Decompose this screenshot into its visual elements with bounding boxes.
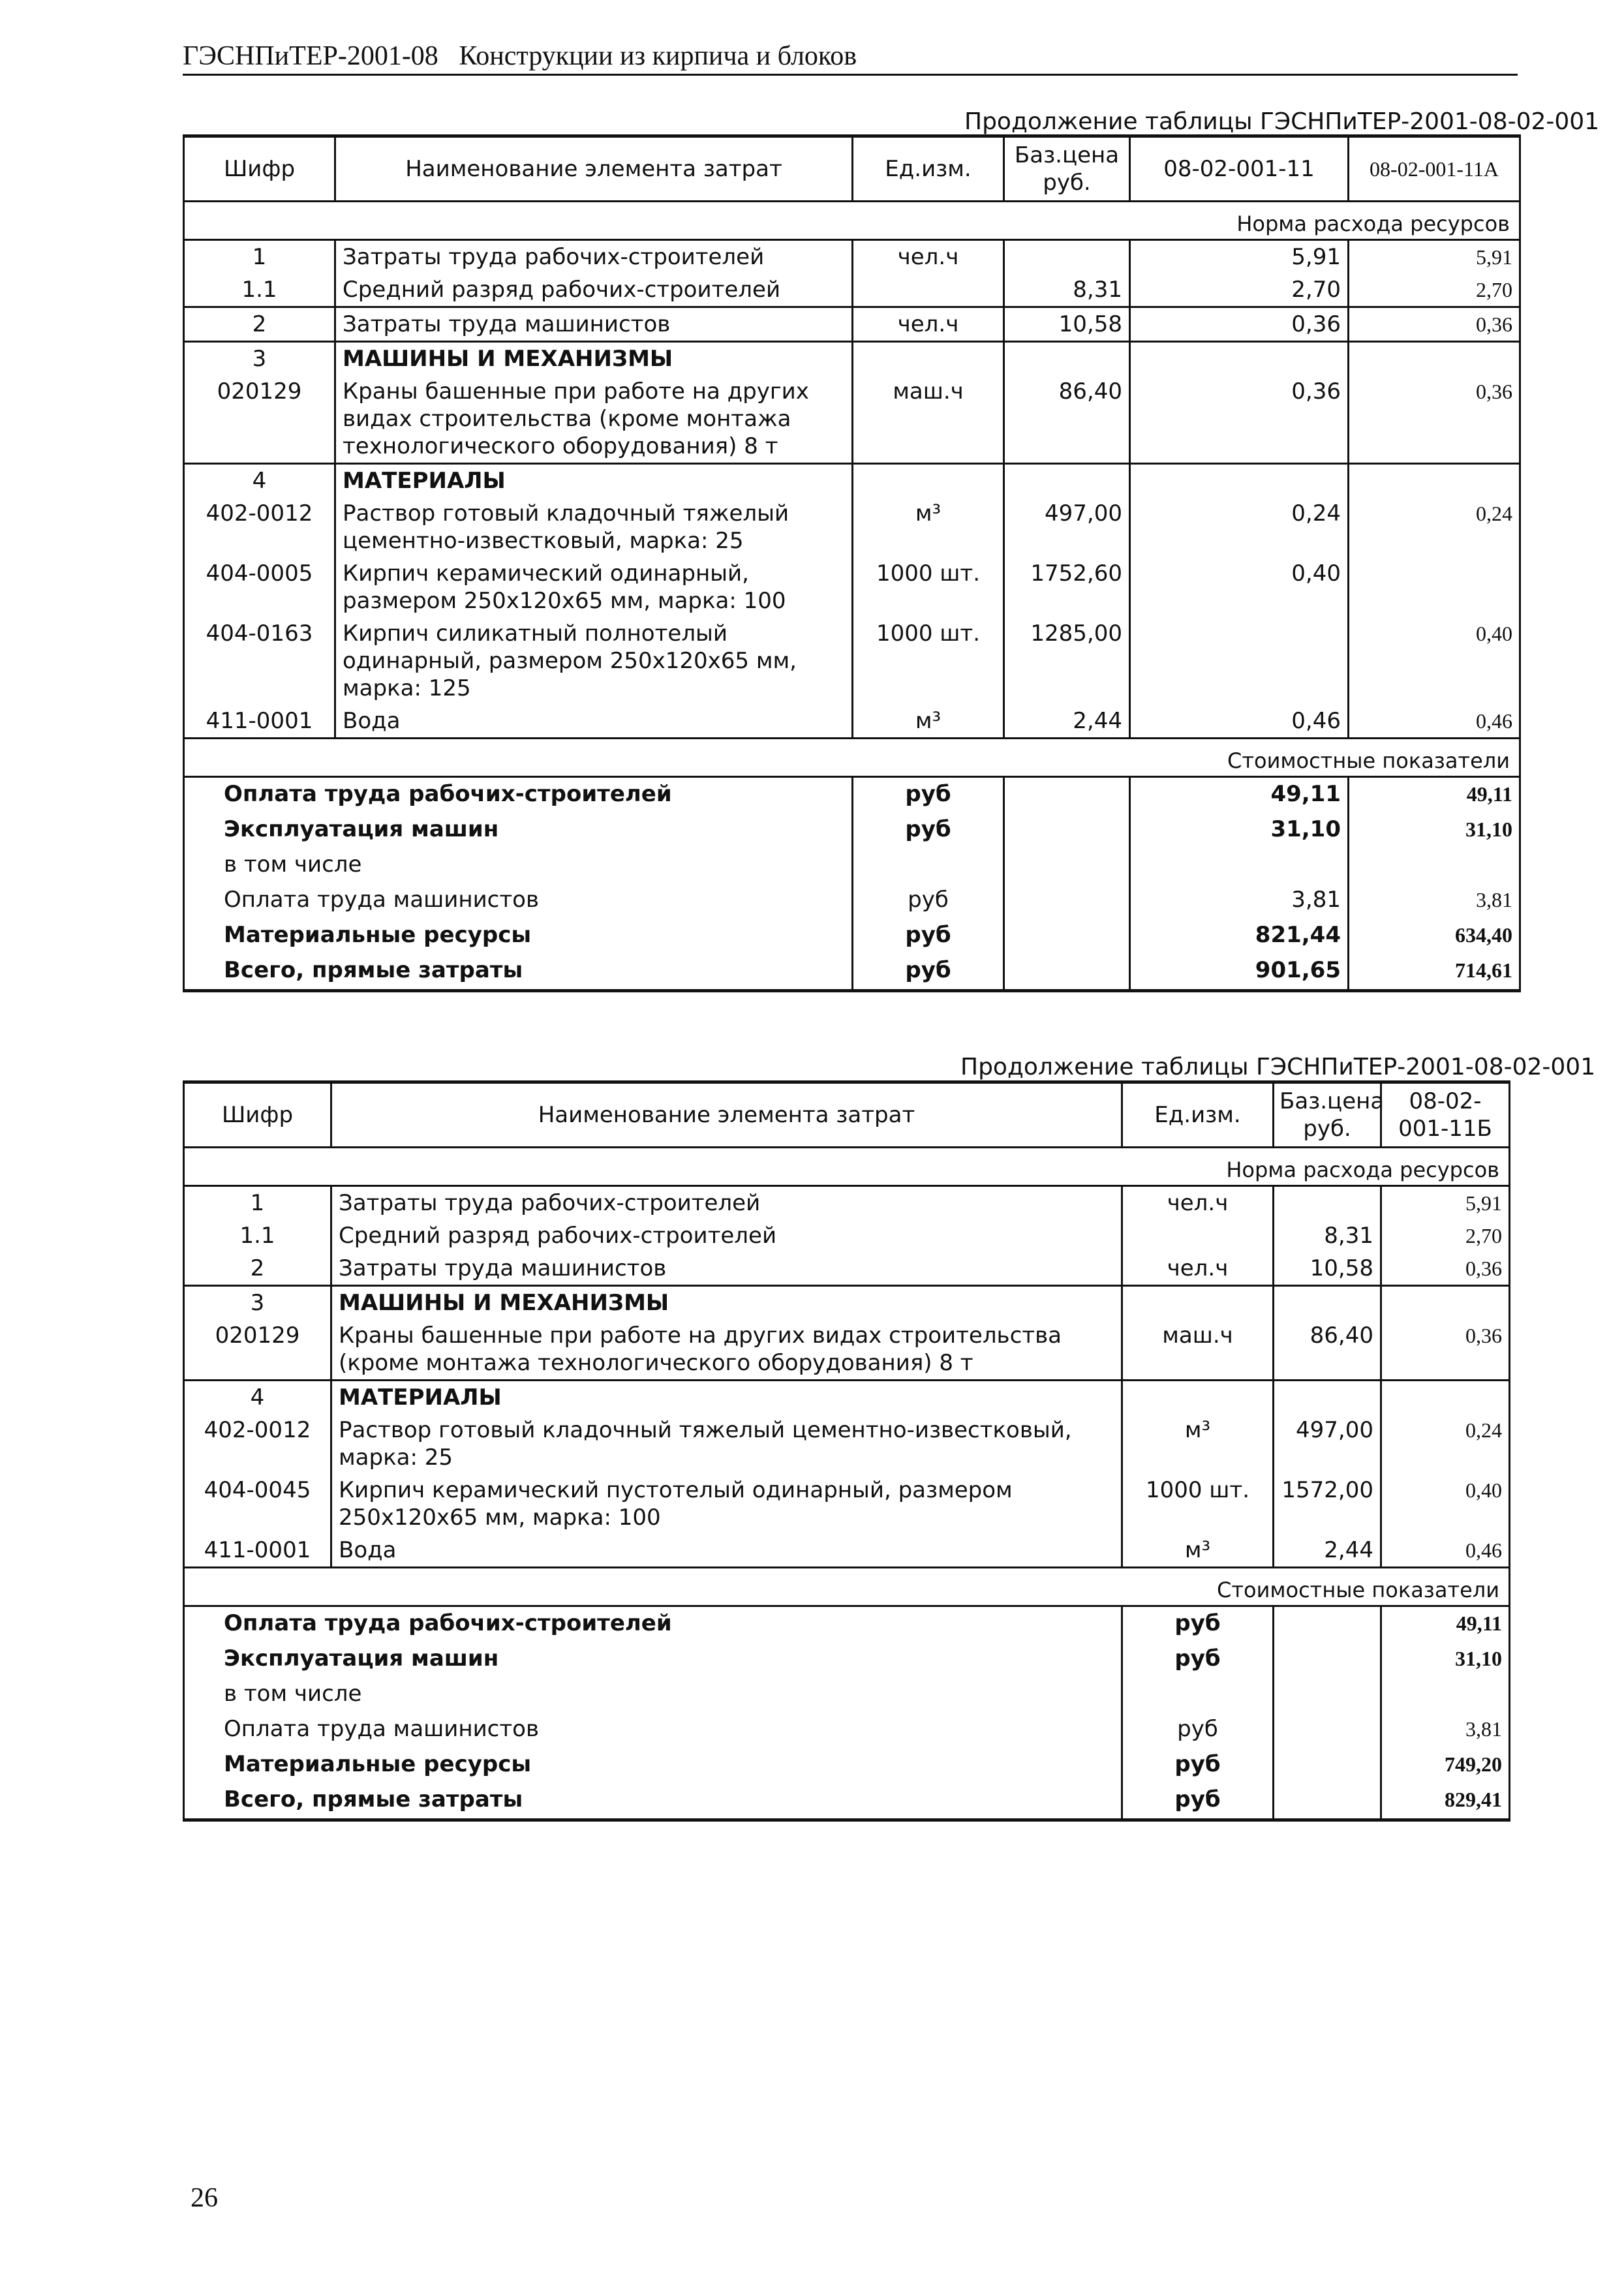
summary-v2: 3,81 xyxy=(1349,883,1520,919)
row-code: 402-0012 xyxy=(184,497,335,557)
row-code: 411-0001 xyxy=(184,705,335,739)
section-title: МАШИНЫ И МЕХАНИЗМЫ xyxy=(331,1286,1122,1320)
table1-norm-banner xyxy=(184,202,1520,240)
summary-label: Всего, прямые затраты xyxy=(184,1783,1122,1820)
col-header-v1: 08-02-001-11 xyxy=(1130,136,1349,202)
summary-row xyxy=(184,954,1520,991)
row-price: 10,58 xyxy=(1274,1252,1381,1286)
row-v2: 0,40 xyxy=(1349,617,1520,705)
summary-row xyxy=(184,919,1520,954)
col-header-unit: Ед.изм. xyxy=(1122,1082,1274,1148)
row-price xyxy=(1274,1186,1381,1220)
row-price: 497,00 xyxy=(1004,497,1130,557)
summary-row xyxy=(184,1748,1510,1783)
col-header-name: Наименование элемента затрат xyxy=(335,136,853,202)
row-name: Затраты труда машинистов xyxy=(331,1252,1122,1286)
table2-norm-banner xyxy=(184,1148,1510,1186)
summary-row xyxy=(184,1642,1510,1677)
summary-v1: 829,41 xyxy=(1381,1783,1510,1820)
banner-cost-label: Стоимостные показатели xyxy=(1227,748,1510,773)
row-v2: 2,70 xyxy=(1349,273,1520,307)
summary-label: Эксплуатация машин xyxy=(184,1642,1122,1677)
row-unit: чел.ч xyxy=(1122,1186,1274,1220)
row-unit: м³ xyxy=(1122,1534,1274,1568)
summary-label: Оплата труда машинистов xyxy=(184,883,853,919)
row-code: 020129 xyxy=(184,375,335,464)
row-unit xyxy=(853,273,1004,307)
row-code: 1.1 xyxy=(184,273,335,307)
row-unit: 1000 шт. xyxy=(1122,1474,1274,1534)
summary-v1: 901,65 xyxy=(1130,954,1349,991)
summary-unit: руб xyxy=(853,954,1004,991)
table-row xyxy=(184,307,1520,342)
table1 xyxy=(183,134,1521,992)
summary-label: Материальные ресурсы xyxy=(184,919,853,954)
row-code: 2 xyxy=(184,1252,331,1286)
table-row xyxy=(184,1252,1510,1286)
row-name: Кирпич керамический пустотелый одинарный, размером 250х120х65 мм, марка: 100 xyxy=(331,1474,1122,1534)
summary-row xyxy=(184,1783,1510,1820)
row-price: 2,44 xyxy=(1004,705,1130,739)
row-unit: м³ xyxy=(853,497,1004,557)
table-row xyxy=(184,557,1520,617)
row-code: 404-0163 xyxy=(184,617,335,705)
row-v2: 0,36 xyxy=(1349,307,1520,342)
summary-label: Эксплуатация машин xyxy=(184,813,853,848)
table2-header-row xyxy=(184,1082,1510,1148)
summary-v1: 49,11 xyxy=(1381,1606,1510,1643)
col-header-code: Шифр xyxy=(184,136,335,202)
section-row xyxy=(184,342,1520,376)
row-price: 10,58 xyxy=(1004,307,1130,342)
row-v1: 5,91 xyxy=(1130,240,1349,274)
summary-v2: 714,61 xyxy=(1349,954,1520,991)
summary-v1: 31,10 xyxy=(1130,813,1349,848)
row-unit: чел.ч xyxy=(1122,1252,1274,1286)
summary-row xyxy=(184,883,1520,919)
col-header-unit: Ед.изм. xyxy=(853,136,1004,202)
table-row xyxy=(184,1414,1510,1474)
summary-label: Материальные ресурсы xyxy=(184,1748,1122,1783)
table-row xyxy=(184,1219,1510,1252)
table1-cost-banner xyxy=(184,739,1520,777)
summary-unit: руб xyxy=(1122,1783,1274,1820)
row-name: Раствор готовый кладочный тяжелый цементно-известковый, марка: 25 xyxy=(331,1414,1122,1474)
table-row xyxy=(184,1319,1510,1381)
summary-unit: руб xyxy=(1122,1642,1274,1677)
summary-v2: 31,10 xyxy=(1349,813,1520,848)
row-v2: 0,46 xyxy=(1349,705,1520,739)
row-name: Затраты труда рабочих-строителей xyxy=(335,240,853,274)
row-code: 2 xyxy=(184,307,335,342)
table2-caption: Продолжение таблицы ГЭСНПиТЕР-2001-08-02-001 xyxy=(960,1054,1596,1080)
row-v1: 0,46 xyxy=(1381,1534,1510,1568)
row-v1: 0,36 xyxy=(1381,1319,1510,1381)
row-price: 2,44 xyxy=(1274,1534,1381,1568)
row-name: Краны башенные при работе на других видах строительства (кроме монтажа технологического оборудования) 8 т xyxy=(335,375,853,464)
table-row xyxy=(184,1534,1510,1568)
summary-v2: 634,40 xyxy=(1349,919,1520,954)
row-code: 3 xyxy=(184,1286,331,1320)
page-header xyxy=(183,40,857,72)
banner-norm-label: Норма расхода ресурсов xyxy=(1226,1157,1499,1182)
header-rule xyxy=(183,74,1518,76)
row-name: Кирпич силикатный полнотелый одинарный, размером 250х120х65 мм, марка: 125 xyxy=(335,617,853,705)
row-name: Вода xyxy=(335,705,853,739)
section-title: МАТЕРИАЛЫ xyxy=(331,1381,1122,1414)
row-v1: 0,36 xyxy=(1130,375,1349,464)
row-v1: 2,70 xyxy=(1381,1219,1510,1252)
row-v1: 0,40 xyxy=(1381,1474,1510,1534)
summary-unit: руб xyxy=(1122,1748,1274,1783)
table-row xyxy=(184,240,1520,274)
row-code: 411-0001 xyxy=(184,1534,331,1568)
summary-label: Оплата труда рабочих-строителей xyxy=(184,777,853,814)
row-name: Кирпич керамический одинарный, размером 250х120х65 мм, марка: 100 xyxy=(335,557,853,617)
table2 xyxy=(183,1080,1510,1822)
table-row xyxy=(184,1474,1510,1534)
row-code: 402-0012 xyxy=(184,1414,331,1474)
summary-unit: руб xyxy=(853,919,1004,954)
row-price: 8,31 xyxy=(1004,273,1130,307)
table1-caption: Продолжение таблицы ГЭСНПиТЕР-2001-08-02-001 xyxy=(964,108,1600,135)
row-price: 86,40 xyxy=(1274,1319,1381,1381)
row-v2 xyxy=(1349,557,1520,617)
row-v1: 5,91 xyxy=(1381,1186,1510,1220)
summary-label: Всего, прямые затраты xyxy=(184,954,853,991)
row-code: 404-0045 xyxy=(184,1474,331,1534)
row-price: 1572,00 xyxy=(1274,1474,1381,1534)
summary-row xyxy=(184,848,1520,883)
col-header-price: Баз.цена руб. xyxy=(1004,136,1130,202)
document-subtitle: Конструкции из кирпича и блоков xyxy=(459,41,857,71)
table-row xyxy=(184,617,1520,705)
row-price: 1285,00 xyxy=(1004,617,1130,705)
summary-v1: 749,20 xyxy=(1381,1748,1510,1783)
row-unit: м³ xyxy=(853,705,1004,739)
summary-v1: 49,11 xyxy=(1130,777,1349,814)
row-unit: чел.ч xyxy=(853,240,1004,274)
summary-v1: 3,81 xyxy=(1381,1713,1510,1748)
summary-unit: руб xyxy=(853,883,1004,919)
row-v1: 0,24 xyxy=(1130,497,1349,557)
row-unit: 1000 шт. xyxy=(853,617,1004,705)
col-header-v2: 08-02-001-11А xyxy=(1349,136,1520,202)
section-title: МАШИНЫ И МЕХАНИЗМЫ xyxy=(335,342,853,376)
banner-norm-label: Норма расхода ресурсов xyxy=(1236,211,1510,236)
summary-v2: 49,11 xyxy=(1349,777,1520,814)
row-name: Средний разряд рабочих-строителей xyxy=(331,1219,1122,1252)
summary-row xyxy=(184,1713,1510,1748)
col-header-name: Наименование элемента затрат xyxy=(331,1082,1122,1148)
section-row xyxy=(184,1286,1510,1320)
row-name: Краны башенные при работе на других видах строительства (кроме монтажа технологического оборудования) 8 т xyxy=(331,1319,1122,1381)
row-price xyxy=(1004,240,1130,274)
row-v1: 0,36 xyxy=(1130,307,1349,342)
col-header-v1: 08-02-001-11Б xyxy=(1381,1082,1510,1148)
row-code: 4 xyxy=(184,464,335,498)
row-code: 1 xyxy=(184,240,335,274)
col-header-code: Шифр xyxy=(184,1082,331,1148)
row-code: 4 xyxy=(184,1381,331,1414)
row-v2: 5,91 xyxy=(1349,240,1520,274)
summary-v1: 3,81 xyxy=(1130,883,1349,919)
banner-cost-label: Стоимостные показатели xyxy=(1217,1578,1499,1602)
row-name: Средний разряд рабочих-строителей xyxy=(335,273,853,307)
summary-unit: руб xyxy=(853,777,1004,814)
summary-row xyxy=(184,1606,1510,1643)
row-name: Вода xyxy=(331,1534,1122,1568)
table-row xyxy=(184,705,1520,739)
col-header-price: Баз.цена руб. xyxy=(1274,1082,1381,1148)
row-name: Затраты труда машинистов xyxy=(335,307,853,342)
row-unit: чел.ч xyxy=(853,307,1004,342)
summary-label: Оплата труда машинистов xyxy=(184,1713,1122,1748)
row-code: 3 xyxy=(184,342,335,376)
section-title: МАТЕРИАЛЫ xyxy=(335,464,853,498)
summary-label: Оплата труда рабочих-строителей xyxy=(184,1606,1122,1643)
row-v1 xyxy=(1130,617,1349,705)
summary-row xyxy=(184,777,1520,814)
summary-unit: руб xyxy=(1122,1606,1274,1643)
row-v1: 2,70 xyxy=(1130,273,1349,307)
section-row xyxy=(184,464,1520,498)
row-unit: маш.ч xyxy=(1122,1319,1274,1381)
table1-header-row xyxy=(184,136,1520,202)
row-unit xyxy=(1122,1219,1274,1252)
row-price: 86,40 xyxy=(1004,375,1130,464)
table-row xyxy=(184,273,1520,307)
row-code: 020129 xyxy=(184,1319,331,1381)
row-v1: 0,36 xyxy=(1381,1252,1510,1286)
document-code: ГЭСНПиТЕР-2001-08 xyxy=(183,41,438,71)
row-name: Раствор готовый кладочный тяжелый цементно-известковый, марка: 25 xyxy=(335,497,853,557)
row-price: 1752,60 xyxy=(1004,557,1130,617)
row-name: Затраты труда рабочих-строителей xyxy=(331,1186,1122,1220)
row-price: 497,00 xyxy=(1274,1414,1381,1474)
table-row xyxy=(184,497,1520,557)
section-row xyxy=(184,1381,1510,1414)
summary-unit: руб xyxy=(853,813,1004,848)
row-price: 8,31 xyxy=(1274,1219,1381,1252)
row-v1: 0,46 xyxy=(1130,705,1349,739)
row-code: 1.1 xyxy=(184,1219,331,1252)
row-v1: 0,40 xyxy=(1130,557,1349,617)
row-unit: 1000 шт. xyxy=(853,557,1004,617)
row-unit: м³ xyxy=(1122,1414,1274,1474)
row-unit: маш.ч xyxy=(853,375,1004,464)
summary-row xyxy=(184,813,1520,848)
table2-cost-banner xyxy=(184,1568,1510,1606)
row-v2: 0,36 xyxy=(1349,375,1520,464)
summary-v1: 31,10 xyxy=(1381,1642,1510,1677)
row-v2: 0,24 xyxy=(1349,497,1520,557)
summary-label: в том числе xyxy=(184,848,853,883)
summary-label: в том числе xyxy=(184,1677,1122,1713)
table-row xyxy=(184,1186,1510,1220)
page-number: 26 xyxy=(191,2183,218,2213)
row-v1: 0,24 xyxy=(1381,1414,1510,1474)
summary-unit: руб xyxy=(1122,1713,1274,1748)
summary-v1: 821,44 xyxy=(1130,919,1349,954)
summary-row xyxy=(184,1677,1510,1713)
row-code: 1 xyxy=(184,1186,331,1220)
table-row xyxy=(184,375,1520,464)
row-code: 404-0005 xyxy=(184,557,335,617)
